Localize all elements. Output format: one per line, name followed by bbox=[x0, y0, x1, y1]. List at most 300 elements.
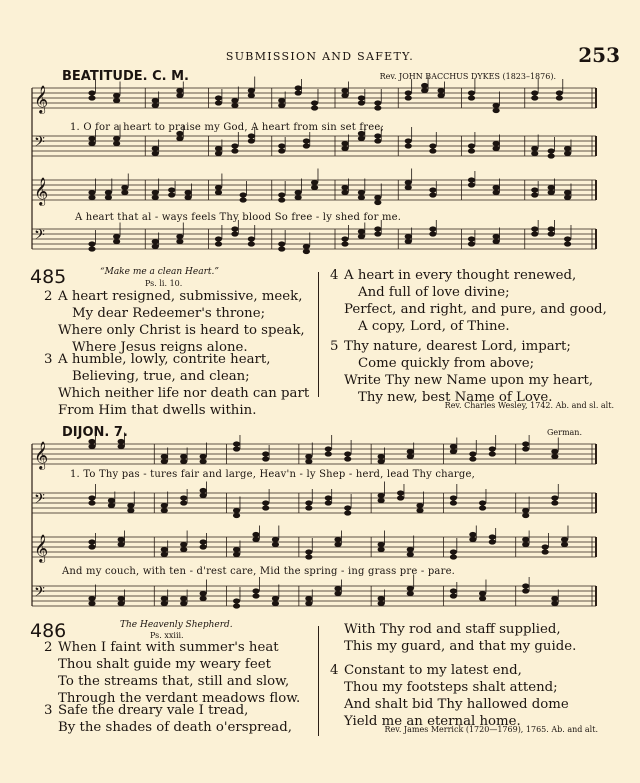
note-head bbox=[325, 495, 332, 500]
section-header: SUBMISSION AND SAFETY. bbox=[225, 50, 415, 63]
note-head bbox=[180, 601, 187, 606]
note-head bbox=[325, 451, 332, 456]
note-head bbox=[531, 95, 538, 100]
hymn486-author: Rev. James Merrick (1720—1769), 1765. Ab. and alt. bbox=[384, 725, 598, 734]
note-head bbox=[358, 136, 365, 141]
note-head bbox=[88, 195, 95, 200]
note-head bbox=[522, 542, 529, 547]
note-head bbox=[305, 505, 312, 510]
note-head bbox=[272, 596, 279, 601]
note-head bbox=[374, 105, 381, 110]
note-head bbox=[378, 601, 385, 606]
note-head bbox=[468, 241, 475, 246]
note-head bbox=[88, 141, 95, 146]
note-head bbox=[176, 93, 183, 98]
hymn485-author: Rev. Charles Wesley, 1742. Ab. and sl. alt. bbox=[444, 401, 614, 410]
note-head bbox=[564, 241, 571, 246]
note-head bbox=[168, 187, 175, 192]
note-head bbox=[233, 603, 240, 608]
note-head bbox=[311, 185, 318, 190]
note-head bbox=[405, 138, 412, 143]
note-head bbox=[278, 241, 285, 246]
note-head bbox=[88, 539, 95, 544]
note-head bbox=[152, 151, 159, 156]
note-head bbox=[295, 90, 302, 95]
note-head bbox=[200, 591, 207, 596]
note-head bbox=[200, 596, 207, 601]
note-head bbox=[215, 190, 222, 195]
note-head bbox=[551, 495, 558, 500]
note-head bbox=[479, 505, 486, 510]
note-head bbox=[522, 446, 529, 451]
note-head bbox=[305, 459, 312, 464]
note-head bbox=[564, 236, 571, 241]
note-head bbox=[407, 449, 414, 454]
note-head bbox=[429, 226, 436, 231]
note-head bbox=[374, 231, 381, 236]
note-head bbox=[450, 444, 457, 449]
note-head bbox=[240, 192, 247, 197]
note-head bbox=[405, 90, 412, 95]
note-head bbox=[252, 588, 259, 593]
note-head bbox=[548, 231, 555, 236]
note-head bbox=[161, 547, 168, 552]
note-head bbox=[429, 187, 436, 192]
note-head bbox=[200, 544, 207, 549]
note-head bbox=[278, 197, 285, 202]
note-head bbox=[378, 454, 385, 459]
note-head bbox=[127, 508, 134, 513]
note-head bbox=[468, 95, 475, 100]
hymn485-stanza-4: 4 A heart in every thought renewed, And full of love divine; Perfect, and right, and pure, and good, A copy, Lord, of Thine. bbox=[330, 268, 607, 334]
tune1-lyric-line-2: A heart that al - ways feels Thy blood So free - ly shed for me. bbox=[75, 212, 402, 223]
note-head bbox=[334, 537, 341, 542]
note-head bbox=[397, 495, 404, 500]
note-head bbox=[344, 456, 351, 461]
column-divider-2 bbox=[318, 626, 319, 736]
note-head bbox=[233, 508, 240, 513]
note-head bbox=[272, 537, 279, 542]
note-head bbox=[252, 593, 259, 598]
column-divider bbox=[318, 272, 319, 397]
note-head bbox=[493, 146, 500, 151]
note-head bbox=[374, 200, 381, 205]
note-head bbox=[450, 449, 457, 454]
note-head bbox=[358, 100, 365, 105]
note-head bbox=[311, 180, 318, 185]
note-head bbox=[531, 151, 538, 156]
hymn485-title: “Make me a clean Heart.” bbox=[100, 267, 219, 277]
note-head bbox=[437, 93, 444, 98]
note-head bbox=[531, 146, 538, 151]
note-head bbox=[161, 601, 168, 606]
note-head bbox=[493, 141, 500, 146]
note-head bbox=[468, 182, 475, 187]
note-head bbox=[468, 90, 475, 95]
note-head bbox=[378, 493, 385, 498]
note-head bbox=[303, 143, 310, 148]
hymn486-stanza-4: 4 Constant to my latest end, Thou my footsteps shalt attend; And shalt bid Thy hallowed dome Yield me an eternal home. bbox=[330, 663, 569, 729]
note-head bbox=[233, 547, 240, 552]
note-head bbox=[303, 138, 310, 143]
note-head bbox=[429, 192, 436, 197]
note-head bbox=[176, 136, 183, 141]
note-head bbox=[118, 601, 125, 606]
hymn486-stanza-3: 3 Safe the dreary vale I tread, By the shades of death o'erspread, bbox=[44, 703, 292, 735]
note-head bbox=[561, 537, 568, 542]
note-head bbox=[468, 236, 475, 241]
note-head bbox=[248, 241, 255, 246]
note-head bbox=[184, 195, 191, 200]
note-head bbox=[88, 136, 95, 141]
bass-clef-icon: 𝄢 bbox=[34, 491, 45, 511]
note-head bbox=[200, 493, 207, 498]
note-head bbox=[231, 148, 238, 153]
tune-composer-german: German. bbox=[547, 428, 582, 437]
note-head bbox=[341, 93, 348, 98]
note-head bbox=[233, 552, 240, 557]
note-head bbox=[405, 239, 412, 244]
note-head bbox=[341, 241, 348, 246]
note-head bbox=[341, 146, 348, 151]
note-head bbox=[118, 542, 125, 547]
note-head bbox=[233, 598, 240, 603]
note-head bbox=[542, 544, 549, 549]
note-head bbox=[118, 444, 125, 449]
note-head bbox=[305, 554, 312, 559]
note-head bbox=[407, 552, 414, 557]
note-head bbox=[489, 539, 496, 544]
note-head bbox=[161, 503, 168, 508]
note-head bbox=[88, 95, 95, 100]
note-head bbox=[305, 500, 312, 505]
note-head bbox=[113, 136, 120, 141]
note-head bbox=[450, 588, 457, 593]
tune-composer-dykes: Rev. JOHN BACCHUS DYKES (1823–1876). bbox=[379, 72, 556, 81]
note-head bbox=[489, 451, 496, 456]
note-head bbox=[161, 459, 168, 464]
note-head bbox=[374, 100, 381, 105]
tune2-lyric-line-1: 1. To Thy pas - tures fair and large, Heav'n - ly Shep - herd, lead Thy charge, bbox=[70, 469, 475, 480]
note-head bbox=[344, 505, 351, 510]
note-head bbox=[88, 500, 95, 505]
note-head bbox=[215, 241, 222, 246]
note-head bbox=[531, 192, 538, 197]
note-head bbox=[548, 148, 555, 153]
hymn485-stanza-5: 5 Thy nature, dearest Lord, impart; Come quickly from above; Write Thy new Name upon my heart, Thy new, best Name of Love. bbox=[330, 339, 594, 405]
note-head bbox=[262, 500, 269, 505]
note-head bbox=[113, 239, 120, 244]
hymn486-stanza-2: 2 When I faint with summer's heat Thou shalt guide my weary feet To the streams that, still and slow, Through the verdant meadows flow. bbox=[44, 640, 301, 706]
note-head bbox=[493, 234, 500, 239]
note-head bbox=[272, 542, 279, 547]
note-head bbox=[305, 454, 312, 459]
note-head bbox=[231, 103, 238, 108]
note-head bbox=[184, 190, 191, 195]
note-head bbox=[278, 246, 285, 251]
note-head bbox=[378, 596, 385, 601]
tune1-lyric-line-1: 1. O for a heart to praise my God, A heart from sin set free; bbox=[70, 122, 385, 133]
note-head bbox=[405, 95, 412, 100]
note-head bbox=[493, 103, 500, 108]
note-head bbox=[489, 534, 496, 539]
note-head bbox=[450, 549, 457, 554]
hymn-number-485: 485 bbox=[30, 266, 67, 288]
note-head bbox=[108, 498, 115, 503]
note-head bbox=[564, 146, 571, 151]
note-head bbox=[421, 88, 428, 93]
note-head bbox=[200, 488, 207, 493]
note-head bbox=[468, 148, 475, 153]
note-head bbox=[522, 508, 529, 513]
note-head bbox=[421, 83, 428, 88]
note-head bbox=[278, 143, 285, 148]
hymn485-stanza-3: 3 A humble, lowly, contrite heart, Believing, true, and clean; Which neither life nor death can part From Him that dwells within. bbox=[44, 352, 310, 418]
note-head bbox=[407, 591, 414, 596]
note-head bbox=[305, 596, 312, 601]
note-head bbox=[450, 495, 457, 500]
note-head bbox=[522, 441, 529, 446]
note-head bbox=[88, 241, 95, 246]
note-head bbox=[200, 539, 207, 544]
note-head bbox=[152, 98, 159, 103]
note-head bbox=[358, 95, 365, 100]
note-head bbox=[215, 236, 222, 241]
note-head bbox=[493, 239, 500, 244]
note-head bbox=[522, 537, 529, 542]
note-head bbox=[378, 498, 385, 503]
hymn486-reference: Ps. xxiii. bbox=[150, 631, 184, 640]
note-head bbox=[252, 537, 259, 542]
note-head bbox=[305, 549, 312, 554]
note-head bbox=[311, 100, 318, 105]
note-head bbox=[176, 234, 183, 239]
note-head bbox=[88, 444, 95, 449]
note-head bbox=[341, 236, 348, 241]
note-head bbox=[551, 596, 558, 601]
note-head bbox=[278, 148, 285, 153]
note-head bbox=[378, 459, 385, 464]
note-head bbox=[88, 495, 95, 500]
note-head bbox=[248, 88, 255, 93]
note-head bbox=[252, 532, 259, 537]
note-head bbox=[161, 454, 168, 459]
note-head bbox=[469, 451, 476, 456]
note-head bbox=[215, 95, 222, 100]
note-head bbox=[88, 544, 95, 549]
note-head bbox=[105, 190, 112, 195]
note-head bbox=[429, 231, 436, 236]
note-head bbox=[548, 226, 555, 231]
bass-clef-icon: 𝄢 bbox=[34, 134, 45, 154]
note-head bbox=[176, 88, 183, 93]
note-head bbox=[113, 141, 120, 146]
note-head bbox=[108, 503, 115, 508]
note-head bbox=[405, 185, 412, 190]
note-head bbox=[493, 185, 500, 190]
note-head bbox=[479, 596, 486, 601]
note-head bbox=[325, 446, 332, 451]
hymn485-stanza-2: 2 A heart resigned, submissive, meek, My dear Redeemer's throne; Where only Christ is heard to speak, Where Jesus reigns alone. bbox=[44, 289, 305, 355]
hymn486-stanza-3-cont: With Thy rod and staff supplied, This my guard, and that my guide. bbox=[344, 622, 577, 654]
note-head bbox=[88, 596, 95, 601]
treble-clef-icon: 𝄞 bbox=[34, 177, 49, 205]
note-head bbox=[522, 588, 529, 593]
note-head bbox=[180, 495, 187, 500]
note-head bbox=[522, 513, 529, 518]
note-head bbox=[262, 451, 269, 456]
bass-clef-icon: 𝄢 bbox=[34, 584, 45, 604]
note-head bbox=[542, 549, 549, 554]
note-head bbox=[113, 234, 120, 239]
note-head bbox=[180, 547, 187, 552]
note-head bbox=[374, 195, 381, 200]
treble-clef-icon: 𝄞 bbox=[34, 441, 49, 469]
note-head bbox=[429, 148, 436, 153]
note-head bbox=[240, 197, 247, 202]
note-head bbox=[564, 151, 571, 156]
note-head bbox=[374, 226, 381, 231]
note-head bbox=[531, 231, 538, 236]
note-head bbox=[152, 195, 159, 200]
note-head bbox=[548, 153, 555, 158]
note-head bbox=[295, 190, 302, 195]
note-head bbox=[325, 500, 332, 505]
tune-name-beatitude: BEATITUDE. C. M. bbox=[62, 69, 189, 84]
note-head bbox=[378, 547, 385, 552]
note-head bbox=[405, 180, 412, 185]
note-head bbox=[262, 456, 269, 461]
tune-name-dijon: DIJON. 7. bbox=[62, 425, 128, 440]
treble-clef-icon: 𝄞 bbox=[34, 534, 49, 562]
hymn486-title: The Heavenly Shepherd. bbox=[120, 620, 233, 630]
note-head bbox=[405, 143, 412, 148]
note-head bbox=[548, 190, 555, 195]
note-head bbox=[450, 593, 457, 598]
note-head bbox=[233, 513, 240, 518]
note-head bbox=[231, 98, 238, 103]
note-head bbox=[531, 90, 538, 95]
note-head bbox=[176, 239, 183, 244]
note-head bbox=[358, 195, 365, 200]
note-head bbox=[407, 454, 414, 459]
note-head bbox=[303, 244, 310, 249]
note-head bbox=[248, 138, 255, 143]
note-head bbox=[180, 500, 187, 505]
note-head bbox=[556, 95, 563, 100]
note-head bbox=[278, 192, 285, 197]
note-head bbox=[180, 596, 187, 601]
note-head bbox=[248, 93, 255, 98]
note-head bbox=[152, 244, 159, 249]
tune2-lyric-line-2: And my couch, with ten - d'rest care, Mid the spring - ing grass pre - pare. bbox=[62, 566, 456, 577]
note-head bbox=[551, 601, 558, 606]
note-head bbox=[295, 85, 302, 90]
note-head bbox=[200, 459, 207, 464]
note-head bbox=[88, 601, 95, 606]
note-head bbox=[278, 98, 285, 103]
note-head bbox=[556, 90, 563, 95]
note-head bbox=[121, 185, 128, 190]
note-head bbox=[358, 190, 365, 195]
note-head bbox=[416, 503, 423, 508]
note-head bbox=[437, 88, 444, 93]
note-head bbox=[118, 537, 125, 542]
treble-clef-icon: 𝄞 bbox=[34, 85, 49, 113]
note-head bbox=[561, 542, 568, 547]
note-head bbox=[215, 100, 222, 105]
note-head bbox=[248, 133, 255, 138]
note-head bbox=[358, 234, 365, 239]
note-head bbox=[469, 537, 476, 542]
note-head bbox=[429, 143, 436, 148]
note-head bbox=[311, 105, 318, 110]
note-head bbox=[469, 456, 476, 461]
note-head bbox=[180, 542, 187, 547]
note-head bbox=[231, 143, 238, 148]
note-head bbox=[334, 542, 341, 547]
hymn-number-486: 486 bbox=[30, 620, 67, 642]
note-head bbox=[564, 195, 571, 200]
note-head bbox=[489, 446, 496, 451]
note-head bbox=[278, 103, 285, 108]
note-head bbox=[468, 143, 475, 148]
note-head bbox=[374, 133, 381, 138]
note-head bbox=[397, 490, 404, 495]
note-head bbox=[88, 190, 95, 195]
note-head bbox=[121, 190, 128, 195]
note-head bbox=[522, 583, 529, 588]
note-head bbox=[152, 239, 159, 244]
note-head bbox=[341, 88, 348, 93]
note-head bbox=[416, 508, 423, 513]
note-head bbox=[168, 192, 175, 197]
note-head bbox=[551, 449, 558, 454]
note-head bbox=[551, 500, 558, 505]
note-head bbox=[334, 591, 341, 596]
note-head bbox=[305, 601, 312, 606]
note-head bbox=[479, 500, 486, 505]
note-head bbox=[531, 187, 538, 192]
note-head bbox=[344, 451, 351, 456]
hymn485-reference: Ps. li. 10. bbox=[145, 279, 183, 288]
note-head bbox=[262, 505, 269, 510]
note-head bbox=[161, 552, 168, 557]
note-head bbox=[303, 249, 310, 254]
note-head bbox=[215, 151, 222, 156]
note-head bbox=[564, 190, 571, 195]
note-head bbox=[161, 508, 168, 513]
note-head bbox=[215, 185, 222, 190]
note-head bbox=[493, 190, 500, 195]
note-head bbox=[118, 596, 125, 601]
note-head bbox=[231, 231, 238, 236]
note-head bbox=[374, 138, 381, 143]
note-head bbox=[161, 596, 168, 601]
note-head bbox=[378, 542, 385, 547]
note-head bbox=[341, 141, 348, 146]
note-head bbox=[200, 454, 207, 459]
note-head bbox=[105, 195, 112, 200]
note-head bbox=[88, 90, 95, 95]
note-head bbox=[113, 93, 120, 98]
note-head bbox=[358, 229, 365, 234]
note-head bbox=[344, 510, 351, 515]
note-head bbox=[450, 500, 457, 505]
note-head bbox=[88, 246, 95, 251]
note-head bbox=[531, 226, 538, 231]
note-head bbox=[231, 226, 238, 231]
